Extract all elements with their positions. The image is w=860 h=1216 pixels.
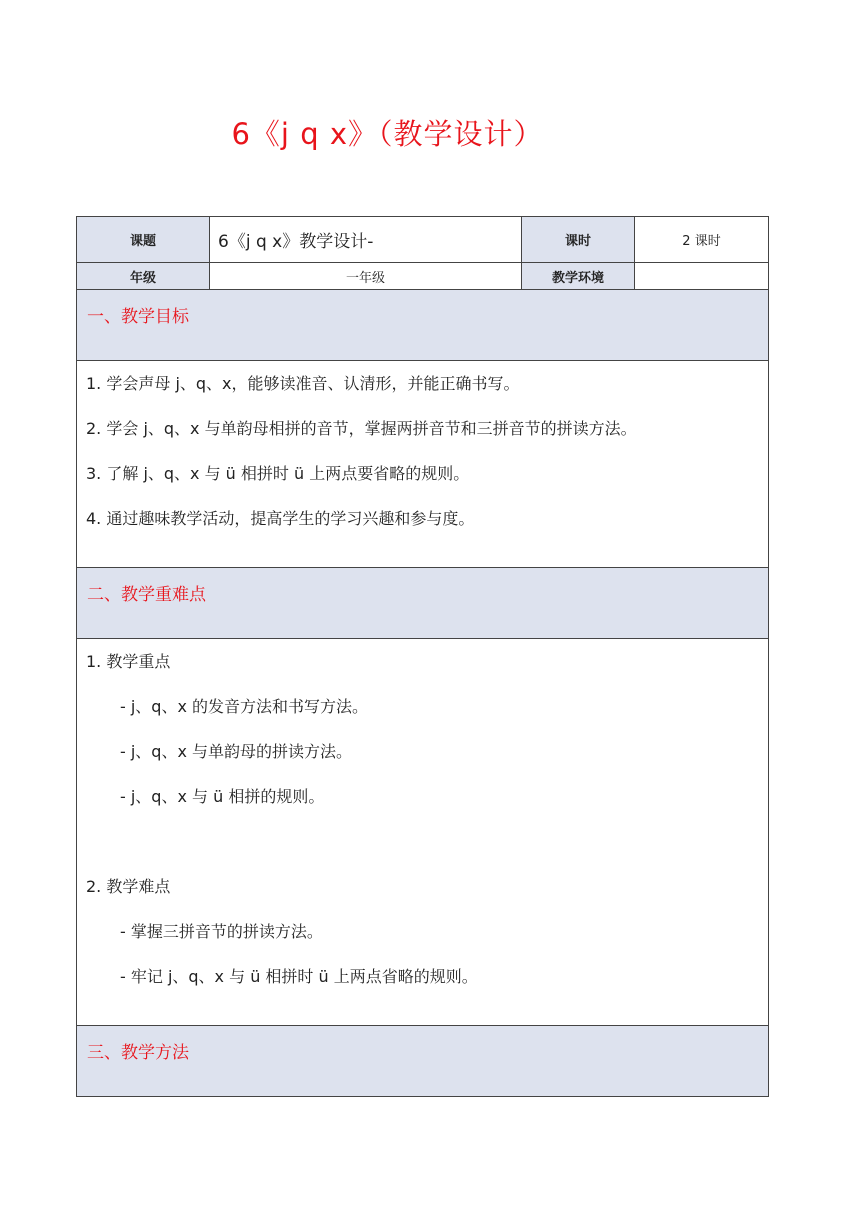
section-title-objectives: 一、教学目标 (87, 307, 189, 327)
spacer (86, 831, 760, 876)
environment-value (635, 263, 769, 290)
section-header-key-points (77, 568, 769, 639)
key-point-item: - j、q、x 与单韵母的拼读方法。 (120, 742, 353, 761)
document-title: 6《j q x》（教学设计） (231, 117, 544, 151)
objective-item: 3. 了解 j、q、x 与 ü 相拼时 ü 上两点要省略的规则。 (86, 464, 470, 483)
hours-value: 2 课时 (635, 217, 769, 263)
objective-item: 2. 学会 j、q、x 与单韵母相拼的音节，掌握两拼音节和三拼音节的拼读方法。 (86, 419, 637, 438)
hours-label: 课时 (522, 217, 635, 263)
section-header-objectives (77, 290, 769, 361)
objective-item: 1. 学会声母 j、q、x，能够读准音、认清形，并能正确书写。 (86, 374, 520, 393)
section-title-methods: 三、教学方法 (87, 1043, 189, 1063)
objective-item: 4. 通过趣味教学活动，提高学生的学习兴趣和参与度。 (86, 509, 475, 528)
topic-value: 6《j q x》教学设计- (210, 217, 522, 263)
key-point-item: - j、q、x 的发音方法和书写方法。 (120, 697, 369, 716)
info-row-topic (77, 217, 769, 263)
info-row-grade (77, 263, 769, 290)
section-header-methods (77, 1026, 769, 1097)
section-body-key-points (77, 639, 769, 1026)
section-body-objectives (77, 361, 769, 568)
difficult-points-heading: 2. 教学难点 (86, 877, 171, 896)
lesson-plan-table (76, 216, 769, 1097)
difficult-point-item: - 掌握三拼音节的拼读方法。 (120, 922, 323, 941)
topic-label: 课题 (77, 217, 210, 263)
key-points-heading: 1. 教学重点 (86, 652, 171, 671)
section-title-key-points: 二、教学重难点 (87, 585, 206, 605)
grade-value: 一年级 (210, 263, 522, 290)
environment-label: 教学环境 (522, 263, 635, 290)
key-point-item: - j、q、x 与 ü 相拼的规则。 (120, 787, 325, 806)
grade-label: 年级 (77, 263, 210, 290)
difficult-point-item: - 牢记 j、q、x 与 ü 相拼时 ü 上两点省略的规则。 (120, 967, 478, 986)
